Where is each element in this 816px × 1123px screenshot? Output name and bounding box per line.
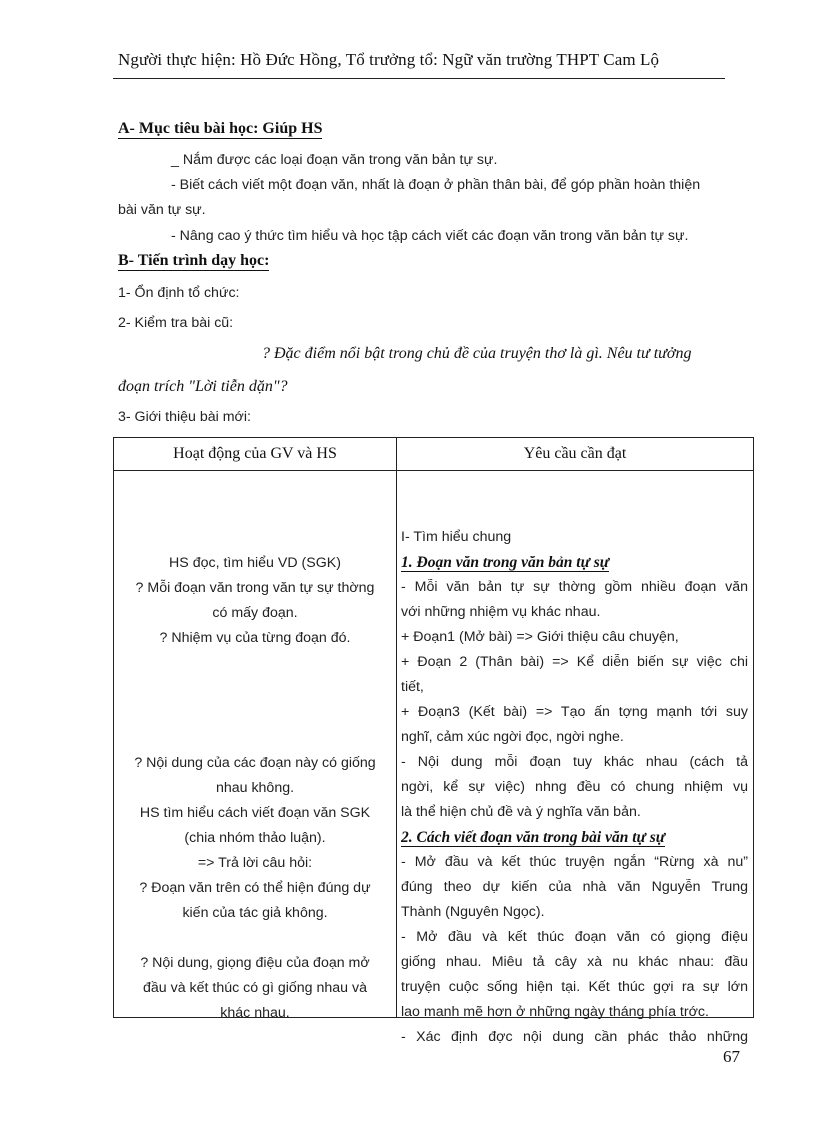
activity-line: HS đọc, tìm hiểu VD (SGK) [169, 555, 341, 571]
step-3: 3- Giới thiệu bài mới: [118, 409, 251, 425]
activity-line: ? Nhiệm vụ của từng đoạn đó. [159, 630, 351, 646]
activity-line: HS tìm hiểu cách viết đoạn văn SGK [139, 805, 371, 821]
requirements-heading-2: 2. Cách viết đoạn văn trong bài văn tự sự [401, 829, 666, 846]
lesson-table [113, 437, 754, 1045]
requirement-line: + Đoạn1 (Mở bài) => Giới thiệu câu chuyện, [401, 629, 679, 645]
activity-line: có mấy đoạn. [212, 605, 298, 621]
header-divider [113, 78, 725, 79]
activity-line: => Trả lời câu hỏi: [197, 855, 313, 871]
requirement-line: - Mở đầu và kết thúc đoạn văn có giọng điệu [401, 929, 748, 945]
activity-line: khác nhau. [220, 1005, 290, 1021]
requirement-line: + Đoạn 2 (Thân bài) => Kể diễn biến sự việc chi [401, 654, 748, 670]
section-b-title: B- Tiến trình dạy học: [118, 252, 270, 269]
table-header-requirements: Yêu cầu cần đạt [397, 438, 754, 471]
section-a-item: - Biết cách viết một đoạn văn, nhất là đoạn ở phần thân bài, để góp phần hoàn thiện [171, 177, 701, 193]
activity-line: ? Đoạn văn trên có thể hiện đúng dự [139, 880, 371, 896]
activity-line: ? Nội dung, giọng điệu của đoạn mở [140, 955, 370, 971]
activity-line: kiến của tác giả không. [182, 905, 328, 921]
requirement-line: - Mỗi văn bản tự sự thờng gồm nhiều đoạn văn [401, 579, 748, 595]
requirement-line: - Nội dung mỗi đoạn tuy khác nhau (cách tả [401, 754, 748, 770]
activities-cell [114, 471, 397, 1021]
requirement-line: tiết, [401, 679, 424, 695]
requirements-cell [397, 471, 754, 1045]
activity-line: đầu và kết thúc có gì giống nhau và [142, 980, 367, 996]
requirement-line: giống nhau. Miêu tả cây xà nu khác nhau: đầu [401, 954, 748, 970]
page-header: Người thực hiện: Hồ Đức Hồng, Tổ trưởng tổ: Ngữ văn trường THPT Cam Lộ [118, 50, 660, 69]
requirement-line: truyện cuộc sống hiện tại. Kết thúc gợi ra sự lớn [401, 979, 748, 995]
requirements-section-title: I- Tìm hiểu chung [401, 529, 512, 545]
section-a-title: A- Mục tiêu bài học: Giúp HS [118, 120, 323, 137]
requirement-line: Thành (Nguyên Ngọc). [401, 904, 545, 920]
requirement-line: với những nhiệm vụ khác nhau. [401, 604, 601, 620]
requirement-line: nghĩ, cảm xúc ngời đọc, ngời nghe. [401, 729, 624, 745]
requirements-heading-1: 1. Đoạn văn trong văn bản tự sự [401, 554, 610, 571]
step-1: 1- Ổn định tổ chức: [118, 285, 240, 301]
review-question-line2: đoạn trích "Lời tiễn dặn"? [118, 378, 288, 395]
table-header-activities: Hoạt động của GV và HS [114, 438, 397, 471]
requirement-line: - Mở đầu và kết thúc truyện ngắn “Rừng xà nu” [401, 854, 748, 870]
section-a-item: bài văn tự sự. [118, 202, 206, 218]
requirement-line: - Xác định đợc nội dung cần phác thảo những [401, 1029, 748, 1045]
requirement-line: là thể hiện chủ đề và ý nghĩa văn bản. [401, 804, 641, 820]
section-a-item: - Nâng cao ý thức tìm hiểu và học tập cách viết các đoạn văn trong văn bản tự sự. [171, 228, 689, 244]
step-2: 2- Kiểm tra bài cũ: [118, 315, 234, 331]
activity-line: ? Mỗi đoạn văn trong văn tự sự thờng [135, 580, 375, 596]
page-number: 67 [723, 1047, 740, 1066]
section-a-item: _ Nắm được các loại đoạn văn trong văn bản tự sự. [171, 152, 498, 168]
requirement-line: đúng theo dự kiến của nhà văn Nguyễn Trung [401, 879, 748, 895]
requirement-line: ngời, kể sự việc) nhng đều có chung nhiệm vụ [401, 779, 748, 795]
activity-line: nhau không. [215, 780, 295, 796]
activity-line: ? Nội dung của các đoạn này có giống [134, 755, 376, 771]
review-question-line1: ? Đặc điểm nổi bật trong chủ đề của truyện thơ là gì. Nêu tư tưởng [262, 345, 692, 362]
requirement-line: lao mạnh mẽ hơn ở những ngày tháng phía trớc. [401, 1004, 709, 1020]
requirement-line: + Đoạn3 (Kết bài) => Tạo ấn tợng mạnh tới suy [401, 704, 748, 720]
activity-line: (chia nhóm thảo luận). [184, 830, 326, 846]
